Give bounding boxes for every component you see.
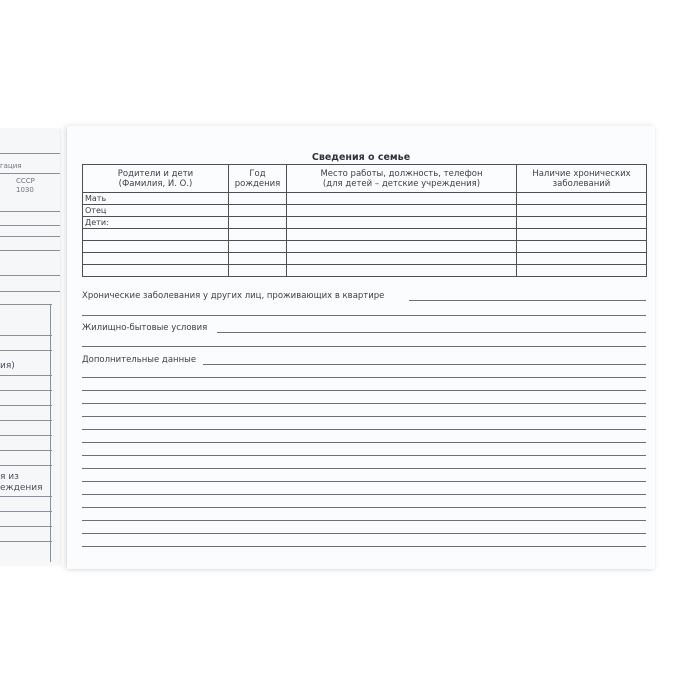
form-page (67, 126, 655, 569)
header-line: (для детей – детские учреждения) (322, 178, 481, 189)
left-rule (0, 250, 60, 251)
left-rule (0, 211, 60, 212)
left-rule (0, 496, 52, 497)
name-cell[interactable] (83, 241, 229, 253)
row-label-children: Дети: (83, 217, 229, 229)
header-birth-year (229, 165, 287, 193)
table-header-row (83, 165, 647, 193)
left-rule (0, 375, 52, 376)
writing-line[interactable] (82, 442, 646, 443)
row-label-father: Отец (83, 205, 229, 217)
left-rule (0, 420, 52, 421)
family-table (82, 164, 647, 277)
left-rule (0, 526, 52, 527)
chronic-others-input-line[interactable] (409, 300, 646, 301)
header-line: Родители и дети (117, 168, 194, 179)
workplace-cell[interactable] (287, 229, 517, 241)
living-conditions-label: Жилищно-бытовые условия (82, 323, 208, 333)
birth-year-cell[interactable] (229, 205, 287, 217)
table-row (83, 193, 647, 205)
left-fragment-text: гация (0, 162, 22, 170)
left-rule (0, 153, 60, 154)
chronic-cell[interactable] (517, 217, 647, 229)
birth-year-cell[interactable] (229, 229, 287, 241)
writing-line[interactable] (82, 390, 646, 391)
left-rule (0, 435, 52, 436)
left-rule (0, 236, 60, 237)
chronic-others-label: Хронические заболевания у других лиц, проживающих в квартире (82, 291, 385, 301)
header-line: Год (249, 168, 266, 179)
left-fragment-text: я из (0, 472, 19, 482)
form-title: Сведения о семье (311, 152, 411, 163)
left-rule (0, 225, 60, 226)
writing-line[interactable] (82, 455, 646, 456)
left-rule (0, 350, 52, 351)
table-row (83, 241, 647, 253)
birth-year-cell[interactable] (229, 217, 287, 229)
birth-year-cell[interactable] (229, 253, 287, 265)
left-fragment-text: 1030 (16, 186, 34, 194)
header-parents-children (83, 165, 229, 193)
left-fragment-text: еждения (0, 483, 43, 493)
additional-data-label: Дополнительные данные (82, 355, 197, 365)
writing-line[interactable] (82, 494, 646, 495)
workplace-cell[interactable] (287, 193, 517, 205)
left-rule (0, 291, 60, 292)
header-line: заболеваний (552, 178, 611, 189)
left-rule (0, 335, 52, 336)
header-line: Место работы, должность, телефон (320, 168, 483, 179)
left-rule (0, 450, 52, 451)
writing-line[interactable] (82, 546, 646, 547)
name-cell[interactable] (83, 253, 229, 265)
birth-year-cell[interactable] (229, 265, 287, 277)
writing-line[interactable] (82, 481, 646, 482)
workplace-cell[interactable] (287, 205, 517, 217)
chronic-cell[interactable] (517, 193, 647, 205)
living-conditions-input-line[interactable] (217, 332, 646, 333)
left-rule (0, 405, 52, 406)
writing-line[interactable] (82, 377, 646, 378)
chronic-cell[interactable] (517, 229, 647, 241)
left-rule (0, 390, 52, 391)
row-label-mother: Мать (83, 193, 229, 205)
left-rule (0, 541, 52, 542)
left-rule (0, 275, 60, 276)
birth-year-cell[interactable] (229, 241, 287, 253)
name-cell[interactable] (83, 265, 229, 277)
left-fragment-text: ия) (0, 361, 15, 371)
table-row (83, 217, 647, 229)
workplace-cell[interactable] (287, 217, 517, 229)
chronic-cell[interactable] (517, 265, 647, 277)
left-rule (0, 173, 60, 174)
chronic-cell[interactable] (517, 241, 647, 253)
left-rule (0, 511, 52, 512)
writing-line[interactable] (82, 468, 646, 469)
writing-line[interactable] (82, 429, 646, 430)
writing-line[interactable] (82, 520, 646, 521)
left-rule (0, 465, 52, 466)
name-cell[interactable] (83, 229, 229, 241)
left-table-edge (50, 304, 51, 562)
birth-year-cell[interactable] (229, 193, 287, 205)
header-line: рождения (234, 178, 281, 189)
workplace-cell[interactable] (287, 241, 517, 253)
additional-data-input-line[interactable] (203, 364, 646, 365)
writing-line[interactable] (82, 416, 646, 417)
writing-line[interactable] (82, 507, 646, 508)
header-line: Наличие хронических (532, 168, 631, 179)
table-row (83, 229, 647, 241)
workplace-cell[interactable] (287, 253, 517, 265)
left-page-fragment (0, 129, 60, 565)
header-workplace (287, 165, 517, 193)
left-rule (0, 304, 52, 305)
writing-line[interactable] (82, 346, 646, 347)
header-chronic-diseases (517, 165, 647, 193)
writing-line[interactable] (82, 533, 646, 534)
writing-line[interactable] (82, 403, 646, 404)
workplace-cell[interactable] (287, 265, 517, 277)
table-row (83, 205, 647, 217)
table-row (83, 265, 647, 277)
header-line: (Фамилия, И. О.) (118, 178, 193, 189)
chronic-cell[interactable] (517, 253, 647, 265)
left-fragment-text: СССР (16, 177, 35, 185)
table-row (83, 253, 647, 265)
writing-line[interactable] (82, 315, 646, 316)
chronic-cell[interactable] (517, 205, 647, 217)
